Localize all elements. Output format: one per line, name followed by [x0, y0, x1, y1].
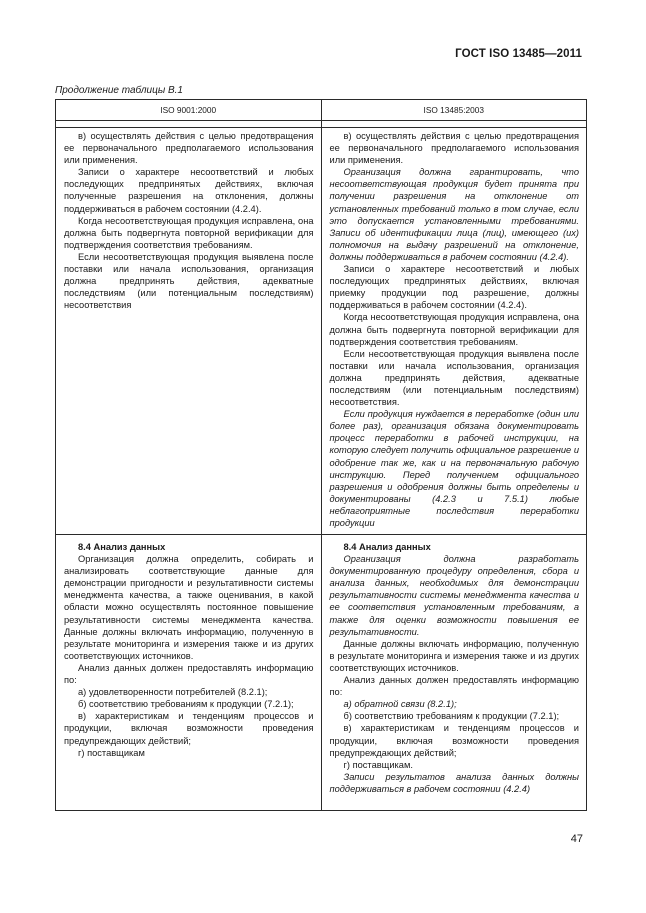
cell-paragraph: б) соответствию требованиям к продукции (7.2.1);	[78, 699, 294, 710]
cell-paragraph: г) поставщикам.	[343, 759, 413, 770]
cell-paragraph: в) характеристикам и тенденциям процессов и продукции, включая возможности проведения предупреждающих действий;	[64, 711, 314, 746]
cell-iso13485	[321, 535, 587, 811]
cell-paragraph: Записи о характере несоответствий и любых последующих предпринятых действиях, включая полученные разрешения на отклонения, должны поддерживаться в рабочем состоянии (4.2.4).	[64, 167, 314, 214]
cell-paragraph: Если несоответствующая продукция выявлена после поставки или начала использования, организация должна предпринять действия, адекватные последствиям (или потенциальным последствиям) несоответствия	[64, 251, 314, 311]
cell-paragraph: Организация должна определить, собирать и анализировать соответствующие данные для демонстрации пригодности и результативности системы менеджмента качества, а также оценивания, в какой области можно осуществлять постоянное повышение результативности системы менеджмента качества. Данные должны включать информацию, полученную в результате мониторинга и измерения также и из других соответствующих источников.	[64, 554, 314, 661]
cell-paragraph: г) поставщикам	[78, 747, 145, 758]
cell-iso13485	[321, 128, 587, 535]
cell-paragraph: Организация должна гарантировать, что несоответствующая продукция будет принята при получении разрешения на отклонение от установленных требований только в том случае, если это допускается установленными требованиями. Записи об идентификации лица (лиц), имеющего (их) полномочия на выдачу разрешений на отклонение, должны поддерживаться в рабочем состоянии (4.2.4).	[329, 167, 579, 262]
comparison-table	[55, 99, 587, 811]
table-caption: Продолжение таблицы В.1	[55, 85, 183, 96]
cell-paragraph: Анализ данных должен предоставлять информацию по:	[64, 662, 314, 686]
cell-paragraph: в) осуществлять действия с целью предотвращения ее первоначального предполагаемого использования или применения.	[64, 131, 314, 166]
cell-paragraph: Анализ данных должен предоставлять информацию по:	[329, 675, 579, 698]
cell-paragraph: Организация должна разработать документированную процедуру определения, сбора и анализа данных, необходимых для демонстрации результативности системы менеджмента качества и ее соответствия установленным требованиям, а также для оценки возможности повышения ее результативности.	[329, 554, 579, 637]
cell-iso9001	[56, 128, 322, 535]
column-header-iso9001: ISO 9001:2000	[56, 100, 322, 121]
cell-paragraph: а) удовлетворенности потребителей (8.2.1);	[78, 687, 268, 698]
cell-paragraph: Если несоответствующая продукция выявлена после поставки или начала использования, организация должна предпринять действия, адекватные последствиям (или потенциальным последствиям) несоответствия.	[329, 348, 579, 408]
cell-paragraph: в) осуществлять действия с целью предотвращения ее первоначального предполагаемого использования или применения.	[329, 131, 579, 166]
cell-paragraph: Когда несоответствующая продукция исправлена, она должна быть подвергнута повторной верификации для подтверждения соответствия требованиям.	[329, 312, 579, 347]
cell-paragraph: Когда несоответствующая продукция исправлена, она должна быть подвергнута повторной верификации для подтверждения соответствия требованиям.	[64, 215, 314, 250]
cell-paragraph: Записи результатов анализа данных должны поддерживаться в рабочем состоянии (4.2.4)	[329, 771, 579, 794]
header-spacer-row	[56, 121, 587, 128]
standard-code: ГОСТ ISO 13485—2011	[455, 48, 582, 60]
table-row	[56, 128, 587, 535]
page-number: 47	[570, 833, 583, 845]
cell-paragraph: Если продукция нуждается в переработке (один или более раз), организация обязана документировать процесс переработки в рабочей инструкции, на которую следует получить официальное разрешение и одобрение так же, как и на первоначальную рабочую инструкцию. Перед получением официального разрешения и одобрения должны быть определены и документированы (4.2.3 и 7.5.1) любые неблагоприятные последствия переработки продукции	[329, 409, 579, 528]
section-heading: 8.4 Анализ данных	[78, 542, 166, 552]
cell-paragraph: в) характеристикам и тенденциям процессов и продукции, включая возможности проведения предупреждающих действий;	[329, 723, 579, 758]
cell-paragraph: Записи о характере несоответствий и любых последующих предпринятых действиях, включая приемку продукции под разрешение, должны поддерживаться в рабочем состоянии (4.2.4).	[329, 264, 579, 311]
section-heading: 8.4 Анализ данных	[343, 542, 431, 552]
cell-paragraph: б) соответствию требованиям к продукции (7.2.1);	[343, 711, 560, 722]
table-row	[56, 535, 587, 811]
cell-paragraph: Данные должны включать информацию, полученную в результате мониторинга и измерения также и из других соответствующих источников.	[329, 638, 579, 673]
cell-iso9001	[56, 535, 322, 811]
column-header-iso13485: ISO 13485:2003	[321, 100, 587, 121]
cell-paragraph: а) обратной связи (8.2.1);	[343, 699, 457, 710]
